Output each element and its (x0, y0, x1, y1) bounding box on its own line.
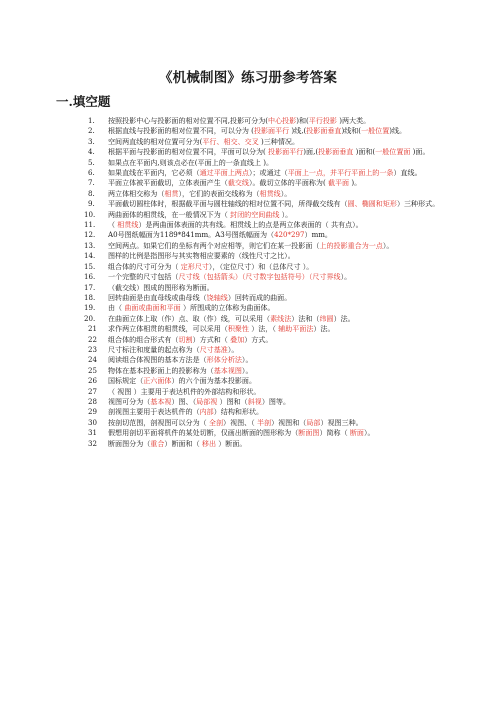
question-text: )两大类。 (336, 116, 371, 125)
question-text: 图样的比例是指图形与其实物相应要素的（线性尺寸之比）。 (108, 251, 295, 261)
question-text: A0号图纸幅面为1189*841mm。A3号图纸幅面为（ (108, 230, 275, 240)
question-text: 空间两点。如果它们的坐标有两个对应相等，则它们在某一投影面（ (108, 240, 320, 250)
answer-text: 移出 (201, 438, 216, 448)
question-text: ）。 (382, 240, 394, 250)
answer-text: 基本视图 (213, 365, 242, 375)
question-text: （ (108, 220, 118, 230)
question-text: ）回转而成的曲面。 (227, 292, 292, 302)
question-number: 13. (84, 240, 96, 250)
question-item (0, 199, 496, 209)
question-text: 根据直线与投影面的相对位置不同，可以分为 ( (108, 126, 254, 136)
question-text: ）断面和（ (164, 438, 202, 448)
answer-text: 局部视 (196, 396, 218, 406)
question-text: ）直线。 (393, 168, 422, 178)
answer-text: 一般位置面 (375, 147, 411, 157)
question-item (0, 262, 496, 272)
question-item (0, 303, 496, 313)
question-text: ）简称（ (319, 428, 350, 438)
question-number: 3. (88, 136, 95, 146)
question-text: 在曲面立体上取（作）点、取（作）线，可以采用（ (108, 313, 271, 323)
question-item (0, 366, 496, 376)
answer-text: 断面图 (298, 428, 320, 438)
question-text: ）图和（ (217, 396, 248, 406)
answer-text: 叠加 (230, 334, 245, 344)
question-number: 6. (88, 168, 95, 178)
question-number: 1. (88, 116, 95, 125)
question-text: ）。 (279, 209, 293, 219)
question-item (0, 397, 496, 407)
question-text: ）法和（ (291, 313, 320, 323)
question-text: ）法。 (333, 313, 355, 323)
question-text: ）是两曲面体表面的共有线。相贯线上的点是两立体表面的（ 共有点）。 (138, 220, 363, 230)
question-item (0, 387, 496, 397)
question-text: )。 (349, 178, 362, 188)
question-text: ）。 (227, 344, 239, 354)
question-text: 平面立体被平面截切，立体表面产生（ (108, 178, 228, 188)
question-text: （截交线）围成的图形称为断面。 (108, 282, 214, 292)
question-text: ）结构和形状。 (213, 407, 264, 417)
answer-text: 内部 (199, 407, 214, 417)
question-item (0, 126, 496, 136)
question-item (0, 241, 496, 251)
question-text: ）方式和（ (192, 334, 231, 344)
question-text: （ 视图 ）主要用于表达机件的外部结构和形状。 (108, 386, 261, 396)
question-number: 27 (88, 386, 97, 396)
question-number: 4. (88, 147, 95, 157)
question-text: ）。 (280, 188, 292, 198)
question-number: 5. (88, 157, 95, 167)
question-text: ）。 (363, 428, 375, 438)
question-text: 剖视图主要用于表达机件的（ (108, 407, 200, 417)
answer-text: 定形尺寸 (180, 261, 209, 271)
question-item (0, 428, 496, 438)
question-number: 17. (84, 282, 96, 292)
question-number: 24 (88, 355, 97, 365)
question-item (0, 168, 496, 178)
answer-text: 辅助平面法 (278, 324, 314, 334)
question-number: 30 (88, 417, 97, 427)
question-item (0, 178, 496, 188)
answer-text: 形体分析法 (206, 355, 242, 365)
question-item (0, 116, 496, 126)
question-text: ）法。 (313, 324, 335, 334)
question-text: 空间两直线的相对位置可分为( (108, 136, 203, 146)
question-text: ）视图三种。 (320, 417, 363, 427)
question-text: ）的六个面为基本投影面。 (171, 376, 257, 386)
question-item (0, 220, 496, 230)
question-text: 尺寸标注和度量的起点称为（ (108, 344, 200, 354)
answer-text: 饶轴线 (206, 292, 228, 302)
question-text: 国标规定（ (108, 376, 144, 386)
question-text: )面。 (410, 147, 430, 157)
question-text: ）断面。 (216, 438, 247, 448)
answer-text: 平行投影 (308, 116, 337, 125)
answer-text: 半剖 (256, 417, 272, 427)
question-text: 按照投影中心与投影面的相对位置不同,投影可分为( (108, 116, 269, 125)
answer-text: 通过平面上两点 (199, 168, 249, 178)
answer-text: 封闭的空间曲线 (230, 209, 280, 219)
question-item (0, 272, 496, 282)
question-text: ）。截切立体的平面称为( (248, 178, 328, 188)
question-item (0, 158, 496, 168)
question-item (0, 293, 496, 303)
question-text: ）图、（ (171, 396, 197, 406)
question-number: 12. (84, 230, 96, 240)
question-text: 一个完整的尺寸包括（ (108, 272, 179, 282)
answer-text: 重合 (150, 438, 165, 448)
question-number: 22 (88, 334, 97, 344)
section-heading: 一.填空题 (56, 94, 111, 109)
question-text: ）所围成的立体称为曲面体。 (180, 303, 275, 313)
question-number: 25 (88, 365, 97, 375)
question-text: 回转曲面是由直母线或曲母线（ (108, 292, 207, 302)
question-text: ）方式。 (244, 334, 273, 344)
question-number: 10. (84, 209, 96, 219)
question-number: 28 (88, 396, 97, 406)
question-text: ）三种形式。 (396, 199, 440, 209)
answer-text: 正六面体 (143, 376, 172, 386)
question-text: )面,( (303, 147, 319, 157)
question-number: 29 (88, 407, 97, 417)
answer-text: 纬圆 (319, 313, 334, 323)
question-text: 两曲面体的相贯线，在一般情况下为（ (108, 209, 231, 219)
answer-text: 投影面平行 (268, 147, 304, 157)
question-item (0, 407, 496, 417)
question-text: )线,( (289, 126, 307, 136)
question-text: 阅读组合体视图的基本方法是（ (108, 355, 207, 365)
question-text: )三种情况。 (258, 136, 299, 146)
answer-text: 全剖 (208, 417, 224, 427)
question-item (0, 355, 496, 365)
question-text: 组合体的尺寸可分为（ (108, 261, 181, 271)
question-item (0, 439, 496, 449)
answer-text: 平行、相交、交叉 (202, 136, 259, 146)
question-text: ）法，（ (248, 324, 279, 334)
question-item (0, 283, 496, 293)
answer-text: 相贯线 (259, 188, 281, 198)
question-number: 26 (88, 376, 97, 386)
answer-text: 曲面或曲面和平面 (124, 303, 181, 313)
answer-text: 平面上一点，并平行平面上的一条 (287, 168, 394, 178)
question-number: 8. (88, 188, 95, 198)
question-text: 物体在基本投影面上的投影称为（ (108, 365, 214, 375)
answer-text: 中心投影 (268, 116, 297, 125)
question-number: 23 (88, 344, 97, 354)
answer-text: 切割 (178, 334, 193, 344)
answer-text: 相贯 (164, 188, 179, 198)
question-item (0, 147, 496, 157)
question-number: 20. (84, 313, 96, 323)
question-text: )和( (296, 116, 309, 125)
question-text: 求作两立体相贯的相贯线，可以采用（ (108, 324, 228, 334)
answer-text: 投影面垂直 (318, 147, 354, 157)
question-item (0, 335, 496, 345)
question-number: 15. (84, 261, 96, 271)
question-item (0, 230, 496, 240)
answer-text: 圆、椭圆和矩形 (347, 199, 397, 209)
answer-text: 尺寸基准 (199, 344, 228, 354)
answer-text: 相贯线 (117, 220, 139, 230)
question-number: 9. (88, 199, 95, 209)
answer-text: 投影面平行 (253, 126, 290, 136)
question-text: )线和( (341, 126, 362, 136)
question-text: 两立体相交称为（ (108, 188, 165, 198)
answer-text: 420*297 (274, 230, 305, 240)
answer-text: 斜视 (247, 396, 262, 406)
question-item (0, 324, 496, 334)
question-text: 由（ (108, 303, 125, 313)
question-number: 7. (88, 178, 95, 188)
page-title: 《机械制图》练习册参考答案 (158, 70, 338, 86)
question-text: 如果点在平面内,则该点必在(平面上的一条直线上 )。 (108, 157, 274, 167)
question-text: 按剖切范围，剖视图可以分为（ (108, 417, 209, 427)
answer-text: 积聚性 (227, 324, 249, 334)
answer-text: 基本视 (150, 396, 172, 406)
question-number: 18. (84, 292, 96, 302)
answer-text: 局部 (306, 417, 321, 427)
question-number: 14. (84, 251, 96, 261)
question-number: 11. (84, 220, 96, 230)
question-item (0, 189, 496, 199)
question-text: ）视图和（ (271, 417, 307, 427)
question-text: 如果直线在平面内，它必须（ (108, 168, 200, 178)
question-text: ）视图、（ (223, 417, 257, 427)
question-text: 根据平面与投影面的相对位置不同，平面可以分为( (108, 147, 269, 157)
question-text: )线。 (389, 126, 407, 136)
question-text: ），（定位尺寸）和（总体尺寸 ）。 (208, 261, 314, 271)
question-number: 21 (88, 324, 97, 334)
question-item (0, 210, 496, 220)
question-text: ）。 (340, 272, 352, 282)
question-text: )面和( (353, 147, 376, 157)
question-text: ）。 (241, 365, 253, 375)
question-item (0, 345, 496, 355)
answer-text: 截平面 (327, 178, 350, 188)
question-text: 组合体的组合形式有（ (108, 334, 179, 344)
question-item (0, 376, 496, 386)
answer-text: 上的投影重合为一点 (319, 240, 383, 250)
question-text: ），它们的表面交线称为（ (178, 188, 260, 198)
question-text: 假想用剖切平面将机件的某处切断，仅画出断面的图形称为（ (108, 428, 299, 438)
answer-text: 投影面垂直 (306, 126, 342, 136)
question-item (0, 251, 496, 261)
question-item (0, 314, 496, 324)
question-list (0, 116, 496, 449)
question-number: 19. (84, 303, 96, 313)
question-item (0, 418, 496, 428)
answer-text: 截交线 (227, 178, 249, 188)
question-number: 32 (88, 438, 97, 448)
question-text: ）图等。 (261, 396, 291, 406)
question-text: 平面截切圆柱体时，根据截平面与圆柱轴线的相对位置不同，所得截交线有（ (108, 199, 348, 209)
question-number: 31 (88, 428, 97, 438)
question-text: 视图可分为（ (108, 396, 151, 406)
question-text: ）mm。 (304, 230, 332, 240)
question-text: 断面图分为（ (108, 438, 151, 448)
answer-text: 一般位置 (361, 126, 390, 136)
question-number: 16. (84, 272, 96, 282)
question-number: 2. (88, 126, 95, 136)
question-item (0, 137, 496, 147)
answer-text: 尺寸线（包括箭头）（尺寸数字包括符号）（尺寸界线 (178, 272, 341, 282)
question-text: ）。 (241, 355, 253, 365)
question-text: ）；或通过（ (248, 168, 288, 178)
answer-text: 素线法 (270, 313, 292, 323)
answer-text: 断面 (349, 428, 364, 438)
